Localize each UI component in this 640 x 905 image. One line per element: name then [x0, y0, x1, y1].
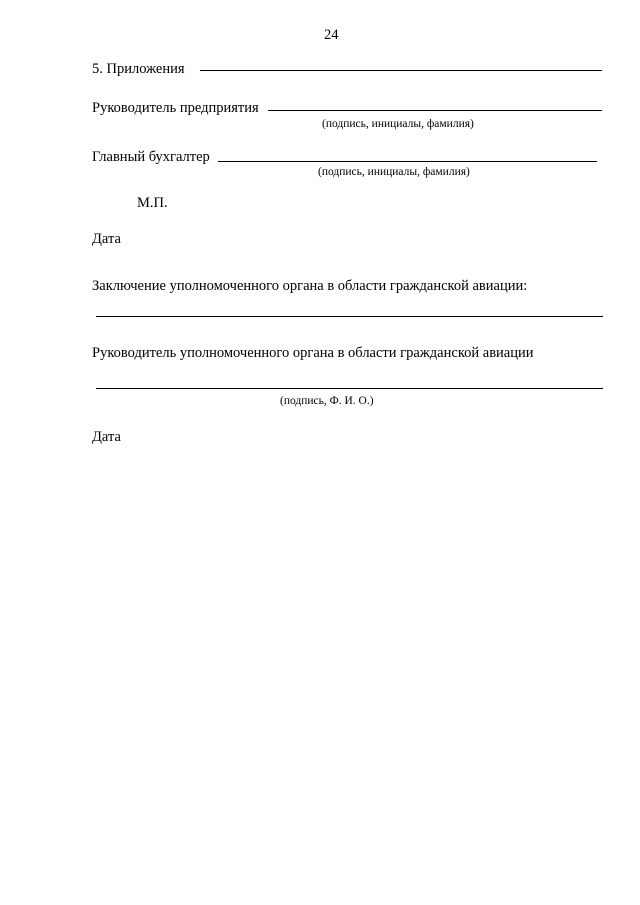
- authority-head-signature-caption: (подпись, Ф. И. О.): [280, 395, 374, 407]
- date-label-1: Дата: [92, 231, 121, 247]
- chief-accountant-signature-line: [218, 161, 597, 162]
- authority-head-signature-line: [96, 388, 603, 389]
- enterprise-head-signature-caption: (подпись, инициалы, фамилия): [322, 118, 474, 130]
- date-label-2: Дата: [92, 429, 121, 445]
- authority-head-label: Руководитель уполномоченного органа в области гражданской авиации: [92, 345, 534, 361]
- chief-accountant-signature-caption: (подпись, инициалы, фамилия): [318, 166, 470, 178]
- page-number: 24: [324, 27, 339, 43]
- enterprise-head-signature-line: [268, 110, 602, 111]
- appendices-label: 5. Приложения: [92, 61, 185, 77]
- enterprise-head-label: Руководитель предприятия: [92, 100, 259, 116]
- conclusion-label: Заключение уполномоченного органа в области гражданской авиации:: [92, 278, 528, 294]
- appendices-line: [200, 70, 602, 71]
- seal-label: М.П.: [137, 195, 168, 211]
- chief-accountant-label: Главный бухгалтер: [92, 149, 210, 165]
- conclusion-line: [96, 316, 603, 317]
